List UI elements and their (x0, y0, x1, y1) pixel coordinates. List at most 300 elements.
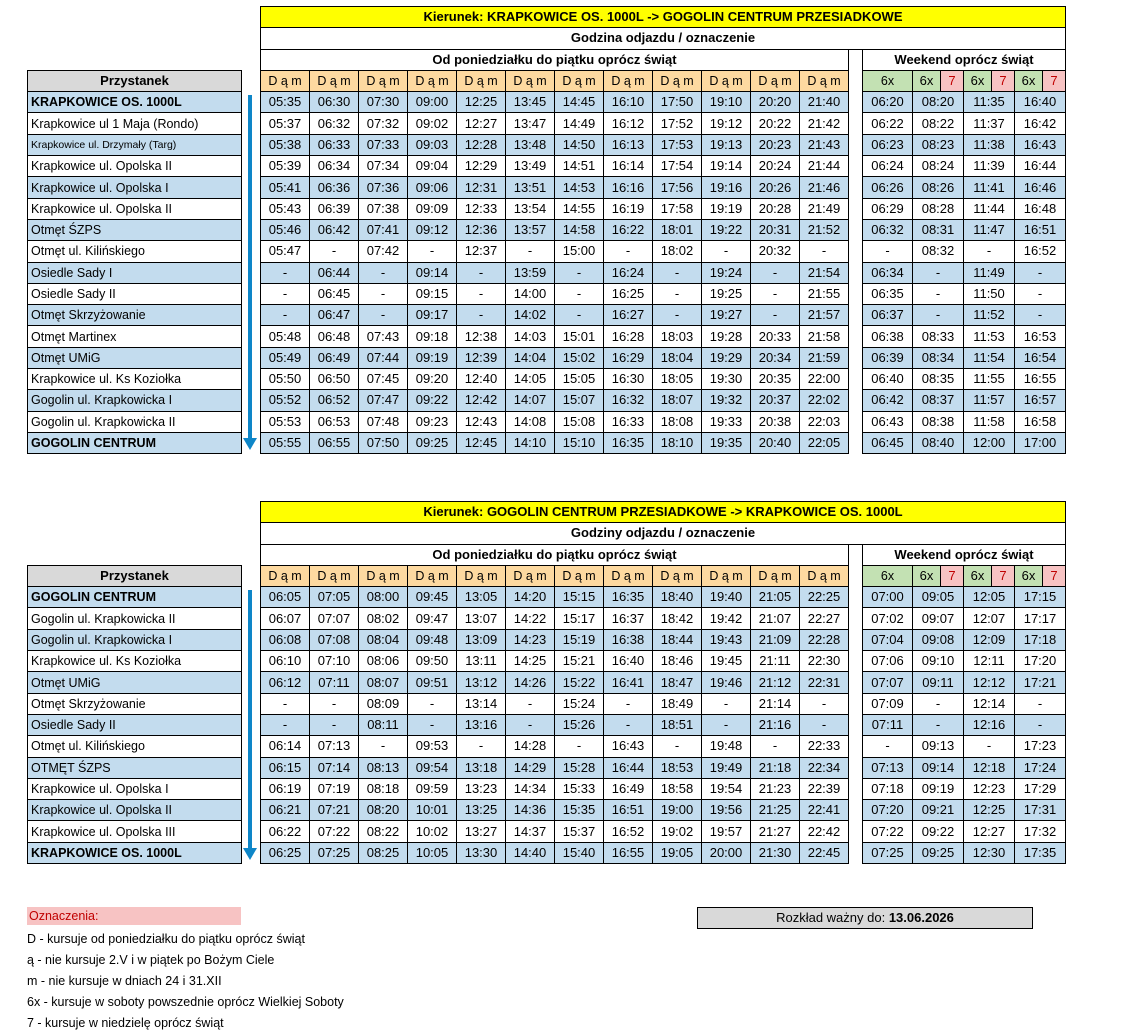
weekday-departure-time: 05:48 (261, 326, 310, 347)
weekday-departure-time: 19:30 (702, 369, 751, 390)
weekday-departure-time: 13:07 (457, 608, 506, 629)
weekday-departure-time: 19:00 (653, 800, 702, 821)
weekend-departure-time: - (1015, 714, 1066, 735)
weekday-departure-time: 21:44 (800, 156, 849, 177)
weekday-departure-time: 14:10 (506, 432, 555, 453)
weekday-departure-time: - (359, 283, 408, 304)
weekend-departure-time: 06:26 (863, 177, 913, 198)
weekday-departure-time: - (653, 262, 702, 283)
sunday-mark: 7 (941, 566, 963, 586)
direction-title: Kierunek: KRAPKOWICE OS. 1000L -> GOGOLIN CENTRUM PRZESIADKOWE (261, 7, 1066, 28)
weekend-departure-time: 12:07 (964, 608, 1015, 629)
weekday-departure-time: - (261, 693, 310, 714)
weekday-departure-time: 14:49 (555, 113, 604, 134)
stop-name: GOGOLIN CENTRUM (28, 587, 242, 608)
weekday-departure-time: 14:26 (506, 672, 555, 693)
stop-name: Krapkowice ul. Opolska II (28, 198, 242, 219)
weekday-departure-time: 21:57 (800, 305, 849, 326)
weekday-departure-time: 05:49 (261, 347, 310, 368)
table-row (28, 177, 1066, 198)
weekend-departure-time: 11:39 (964, 156, 1015, 177)
weekday-departure-time: 15:15 (555, 587, 604, 608)
weekday-departure-time: 21:42 (800, 113, 849, 134)
weekday-departure-time: 13:18 (457, 757, 506, 778)
weekend-departure-time: 11:49 (964, 262, 1015, 283)
weekday-departure-time: - (702, 693, 751, 714)
weekday-mark: D ą m (310, 565, 359, 586)
weekday-departure-time: - (457, 736, 506, 757)
weekday-departure-time: 12:42 (457, 390, 506, 411)
weekday-departure-time: 13:09 (457, 629, 506, 650)
weekend-departure-time: 17:17 (1015, 608, 1066, 629)
weekday-departure-time: 16:12 (604, 113, 653, 134)
weekday-departure-time: 13:51 (506, 177, 555, 198)
weekday-departure-time: 13:14 (457, 693, 506, 714)
weekend-departure-time: 08:24 (913, 156, 964, 177)
weekend-departure-time: 09:21 (913, 800, 964, 821)
weekend-departure-time: 16:51 (1015, 219, 1066, 240)
column-gap (849, 693, 863, 714)
weekday-departure-time: 21:49 (800, 198, 849, 219)
weekday-departure-time: 21:23 (751, 778, 800, 799)
weekday-departure-time: 14:53 (555, 177, 604, 198)
weekend-departure-time: 06:34 (863, 262, 913, 283)
weekday-departure-time: 06:07 (261, 608, 310, 629)
column-gap (849, 177, 863, 198)
weekend-mark: 6x (863, 565, 913, 586)
column-gap (849, 262, 863, 283)
weekday-departure-time: 07:32 (359, 113, 408, 134)
weekday-departure-time: - (653, 305, 702, 326)
weekday-departure-time: 06:25 (261, 842, 310, 863)
weekend-mark (1015, 565, 1066, 586)
weekday-departure-time: 12:38 (457, 326, 506, 347)
weekday-departure-time: 18:40 (653, 587, 702, 608)
weekday-departure-time: 06:30 (310, 92, 359, 113)
weekday-departure-time: 07:36 (359, 177, 408, 198)
timetable-direction-krapkowice (27, 501, 1066, 864)
weekend-group-label: Weekend oprócz świąt (863, 49, 1066, 70)
weekend-departure-time: 11:38 (964, 134, 1015, 155)
weekday-departure-time: 07:41 (359, 219, 408, 240)
weekday-departure-time: 16:49 (604, 778, 653, 799)
table-row (28, 305, 1066, 326)
weekday-departure-time: 21:18 (751, 757, 800, 778)
weekend-departure-time: 12:11 (964, 651, 1015, 672)
weekday-departure-time: 13:49 (506, 156, 555, 177)
sunday-mark: 7 (1043, 71, 1065, 91)
column-gap (849, 842, 863, 863)
weekday-departure-time: - (506, 241, 555, 262)
table-row (28, 693, 1066, 714)
weekend-departure-time: 08:35 (913, 369, 964, 390)
table-row (28, 262, 1066, 283)
weekend-departure-time: 11:58 (964, 411, 1015, 432)
weekday-departure-time: 12:39 (457, 347, 506, 368)
weekday-departure-time: 22:27 (800, 608, 849, 629)
weekday-departure-time: 08:22 (359, 821, 408, 842)
table-row (28, 821, 1066, 842)
table-row (28, 326, 1066, 347)
weekend-departure-time: 07:22 (863, 821, 913, 842)
weekend-departure-time: 11:52 (964, 305, 1015, 326)
weekend-departure-time: 06:32 (863, 219, 913, 240)
weekday-departure-time: 16:19 (604, 198, 653, 219)
weekday-departure-time: 16:41 (604, 672, 653, 693)
validity-date: 13.06.2026 (888, 910, 954, 925)
column-gap (849, 326, 863, 347)
weekday-departure-time: 14:50 (555, 134, 604, 155)
column-gap (849, 92, 863, 113)
weekday-departure-time: 21:59 (800, 347, 849, 368)
weekday-departure-time: 13:45 (506, 92, 555, 113)
weekday-departure-time: 18:10 (653, 432, 702, 453)
weekday-departure-time: 19:29 (702, 347, 751, 368)
weekday-departure-time: 06:39 (310, 198, 359, 219)
weekend-departure-time: 09:11 (913, 672, 964, 693)
column-gap (849, 821, 863, 842)
weekday-departure-time: 20:33 (751, 326, 800, 347)
weekend-departure-time: 11:37 (964, 113, 1015, 134)
weekend-departure-time: 12:27 (964, 821, 1015, 842)
weekday-group-label: Od poniedziałku do piątku oprócz świąt (261, 544, 849, 565)
weekend-departure-time: 07:06 (863, 651, 913, 672)
timetable-direction-gogolin (27, 6, 1066, 454)
weekday-departure-time: 12:43 (457, 411, 506, 432)
weekend-departure-time: 09:19 (913, 778, 964, 799)
weekday-departure-time: 17:54 (653, 156, 702, 177)
weekday-departure-time: 14:04 (506, 347, 555, 368)
weekday-departure-time: 09:00 (408, 92, 457, 113)
weekday-departure-time: 21:16 (751, 714, 800, 735)
weekend-mark (1015, 70, 1066, 91)
weekday-departure-time: 08:07 (359, 672, 408, 693)
weekday-departure-time: - (310, 714, 359, 735)
weekday-departure-time: 08:00 (359, 587, 408, 608)
weekday-departure-time: 09:20 (408, 369, 457, 390)
column-gap (849, 757, 863, 778)
weekend-departure-time: 17:29 (1015, 778, 1066, 799)
weekday-departure-time: 21:55 (800, 283, 849, 304)
weekday-departure-time: 07:48 (359, 411, 408, 432)
weekday-mark: D ą m (555, 565, 604, 586)
weekday-departure-time: 21:05 (751, 587, 800, 608)
weekday-departure-time: 19:12 (702, 113, 751, 134)
column-gap (849, 432, 863, 453)
weekday-departure-time: 15:19 (555, 629, 604, 650)
weekday-departure-time: 22:31 (800, 672, 849, 693)
weekday-departure-time: 14:03 (506, 326, 555, 347)
weekday-departure-time: - (261, 305, 310, 326)
weekend-departure-time: - (1015, 262, 1066, 283)
stop-name: OTMĘT ŚZPS (28, 757, 242, 778)
spacer (28, 502, 261, 523)
weekday-departure-time: 16:52 (604, 821, 653, 842)
weekday-departure-time: 14:28 (506, 736, 555, 757)
weekend-departure-time: 17:24 (1015, 757, 1066, 778)
weekend-departure-time: 16:46 (1015, 177, 1066, 198)
weekend-departure-time: 08:32 (913, 241, 964, 262)
weekend-departure-time: 12:09 (964, 629, 1015, 650)
weekday-departure-time: 06:22 (261, 821, 310, 842)
weekend-departure-time: 12:14 (964, 693, 1015, 714)
weekday-departure-time: - (555, 305, 604, 326)
weekday-mark: D ą m (261, 70, 310, 91)
weekday-departure-time: - (506, 693, 555, 714)
sunday-mark: 7 (941, 71, 963, 91)
weekday-departure-time: 14:51 (555, 156, 604, 177)
weekday-departure-time: 09:23 (408, 411, 457, 432)
weekend-departure-time: 16:57 (1015, 390, 1066, 411)
weekday-departure-time: - (310, 693, 359, 714)
weekday-departure-time: 17:58 (653, 198, 702, 219)
weekday-departure-time: 18:04 (653, 347, 702, 368)
weekday-departure-time: 14:37 (506, 821, 555, 842)
weekday-departure-time: 21:07 (751, 608, 800, 629)
weekend-departure-time: 08:37 (913, 390, 964, 411)
weekday-departure-time: - (604, 241, 653, 262)
stop-name: Gogolin ul. Krapkowicka I (28, 390, 242, 411)
weekday-departure-time: - (751, 736, 800, 757)
weekend-departure-time: 06:35 (863, 283, 913, 304)
weekend-departure-time: 06:22 (863, 113, 913, 134)
weekday-departure-time: 12:27 (457, 113, 506, 134)
weekday-departure-time: 18:05 (653, 369, 702, 390)
stop-name: Osiedle Sady II (28, 283, 242, 304)
weekend-departure-time: 16:42 (1015, 113, 1066, 134)
saturday-mark: 6x (913, 71, 941, 91)
weekday-departure-time: 07:33 (359, 134, 408, 155)
weekday-departure-time: 06:15 (261, 757, 310, 778)
weekday-departure-time: 16:33 (604, 411, 653, 432)
column-gap (849, 219, 863, 240)
weekend-departure-time: 08:38 (913, 411, 964, 432)
direction-arrowhead-icon (243, 438, 257, 450)
saturday-mark: 6x (964, 566, 992, 586)
weekday-departure-time: 06:53 (310, 411, 359, 432)
saturday-mark: 6x (964, 71, 992, 91)
weekday-group-label: Od poniedziałku do piątku oprócz świąt (261, 49, 849, 70)
weekday-departure-time: 16:24 (604, 262, 653, 283)
weekend-departure-time: 16:43 (1015, 134, 1066, 155)
saturday-mark: 6x (1015, 71, 1043, 91)
weekday-departure-time: 07:08 (310, 629, 359, 650)
weekday-departure-time: 09:48 (408, 629, 457, 650)
weekday-departure-time: 21:43 (800, 134, 849, 155)
weekday-departure-time: 06:34 (310, 156, 359, 177)
stop-name: KRAPKOWICE OS. 1000L (28, 842, 242, 863)
weekday-departure-time: 06:08 (261, 629, 310, 650)
weekday-departure-time: 09:53 (408, 736, 457, 757)
weekend-departure-time: 11:55 (964, 369, 1015, 390)
weekend-departure-time: - (863, 241, 913, 262)
stop-name: Gogolin ul. Krapkowicka II (28, 411, 242, 432)
departure-subtitle: Godzina odjazdu / oznaczenie (261, 28, 1066, 49)
weekend-departure-time: 09:13 (913, 736, 964, 757)
weekday-departure-time: 06:36 (310, 177, 359, 198)
weekday-departure-time: 20:23 (751, 134, 800, 155)
weekday-departure-time: 13:11 (457, 651, 506, 672)
weekday-departure-time: 16:29 (604, 347, 653, 368)
stop-name: Otmęt UMiG (28, 672, 242, 693)
weekday-departure-time: 19:02 (653, 821, 702, 842)
stop-name: Otmęt Skrzyżowanie (28, 693, 242, 714)
weekday-departure-time: 20:20 (751, 92, 800, 113)
weekday-departure-time: 13:57 (506, 219, 555, 240)
weekday-mark: D ą m (310, 70, 359, 91)
weekday-departure-time: 12:36 (457, 219, 506, 240)
weekday-departure-time: 05:53 (261, 411, 310, 432)
table-row (28, 134, 1066, 155)
weekend-departure-time: 17:21 (1015, 672, 1066, 693)
weekend-departure-time: 11:44 (964, 198, 1015, 219)
weekend-departure-time: 16:52 (1015, 241, 1066, 262)
weekday-departure-time: 15:10 (555, 432, 604, 453)
column-gap (849, 411, 863, 432)
weekend-departure-time: 06:45 (863, 432, 913, 453)
weekend-departure-time: 16:54 (1015, 347, 1066, 368)
weekday-departure-time: - (457, 283, 506, 304)
weekday-departure-time: 08:04 (359, 629, 408, 650)
weekday-departure-time: 15:28 (555, 757, 604, 778)
weekday-departure-time: 09:47 (408, 608, 457, 629)
weekday-departure-time: 15:22 (555, 672, 604, 693)
weekday-departure-time: 14:20 (506, 587, 555, 608)
weekday-departure-time: 14:40 (506, 842, 555, 863)
weekday-mark: D ą m (604, 70, 653, 91)
stop-name: Krapkowice ul. Opolska II (28, 156, 242, 177)
weekend-departure-time: 12:18 (964, 757, 1015, 778)
weekday-departure-time: - (800, 241, 849, 262)
weekday-departure-time: 22:00 (800, 369, 849, 390)
weekday-departure-time: 13:48 (506, 134, 555, 155)
weekday-departure-time: 18:42 (653, 608, 702, 629)
weekday-departure-time: 21:14 (751, 693, 800, 714)
table-row (28, 369, 1066, 390)
weekday-departure-time: 09:06 (408, 177, 457, 198)
weekday-departure-time: 20:24 (751, 156, 800, 177)
weekend-departure-time: - (913, 714, 964, 735)
stop-name: Osiedle Sady II (28, 714, 242, 735)
weekday-departure-time: 08:18 (359, 778, 408, 799)
column-gap (849, 70, 863, 91)
weekday-mark: D ą m (653, 565, 702, 586)
weekday-departure-time: 08:13 (359, 757, 408, 778)
weekday-departure-time: 16:35 (604, 587, 653, 608)
weekday-departure-time: 07:25 (310, 842, 359, 863)
weekday-departure-time: 06:52 (310, 390, 359, 411)
weekday-departure-time: 05:38 (261, 134, 310, 155)
weekend-departure-time: 16:48 (1015, 198, 1066, 219)
weekend-departure-time: 06:20 (863, 92, 913, 113)
weekday-departure-time: 12:40 (457, 369, 506, 390)
weekday-departure-time: 07:38 (359, 198, 408, 219)
stop-name: KRAPKOWICE OS. 1000L (28, 92, 242, 113)
weekday-departure-time: 15:08 (555, 411, 604, 432)
weekday-departure-time: 12:28 (457, 134, 506, 155)
weekday-departure-time: 20:37 (751, 390, 800, 411)
weekday-departure-time: - (604, 693, 653, 714)
weekday-departure-time: 07:42 (359, 241, 408, 262)
weekday-departure-time: 19:14 (702, 156, 751, 177)
weekend-departure-time: 06:40 (863, 369, 913, 390)
table-row (28, 283, 1066, 304)
weekday-departure-time: 22:45 (800, 842, 849, 863)
stop-name: Krapkowice ul. Opolska I (28, 177, 242, 198)
column-gap (849, 113, 863, 134)
weekday-departure-time: 05:52 (261, 390, 310, 411)
legend-title: Oznaczenia: (27, 907, 241, 925)
stop-column-header: Przystanek (28, 565, 242, 586)
weekend-departure-time: 11:35 (964, 92, 1015, 113)
weekday-departure-time: 05:39 (261, 156, 310, 177)
weekday-departure-time: 18:53 (653, 757, 702, 778)
weekday-departure-time: 20:40 (751, 432, 800, 453)
weekend-departure-time: 07:11 (863, 714, 913, 735)
weekday-departure-time: 06:47 (310, 305, 359, 326)
weekday-departure-time: 09:12 (408, 219, 457, 240)
column-gap (849, 156, 863, 177)
weekday-departure-time: 06:45 (310, 283, 359, 304)
weekday-mark: D ą m (359, 70, 408, 91)
weekday-departure-time: 14:36 (506, 800, 555, 821)
table-row (28, 672, 1066, 693)
weekend-departure-time: 16:44 (1015, 156, 1066, 177)
weekday-departure-time: - (408, 693, 457, 714)
sunday-mark: 7 (992, 71, 1014, 91)
sunday-mark: 7 (992, 566, 1014, 586)
weekday-departure-time: 15:07 (555, 390, 604, 411)
weekday-mark: D ą m (457, 565, 506, 586)
weekday-departure-time: 21:58 (800, 326, 849, 347)
weekday-departure-time: 16:13 (604, 134, 653, 155)
weekday-departure-time: 09:51 (408, 672, 457, 693)
column-gap (849, 565, 863, 586)
weekday-departure-time: 19:54 (702, 778, 751, 799)
weekend-departure-time: 09:25 (913, 842, 964, 863)
stop-name: GOGOLIN CENTRUM (28, 432, 242, 453)
weekday-departure-time: 19:35 (702, 432, 751, 453)
weekday-departure-time: 18:01 (653, 219, 702, 240)
weekday-departure-time: 16:37 (604, 608, 653, 629)
weekend-mark (913, 70, 964, 91)
stop-name: Otmęt Skrzyżowanie (28, 305, 242, 326)
weekday-mark: D ą m (408, 565, 457, 586)
weekday-departure-time: 16:14 (604, 156, 653, 177)
stop-name: Krapkowice ul. Opolska I (28, 778, 242, 799)
column-gap (849, 369, 863, 390)
weekday-departure-time: 14:45 (555, 92, 604, 113)
weekend-departure-time: 12:16 (964, 714, 1015, 735)
weekday-departure-time: 19:46 (702, 672, 751, 693)
weekday-departure-time: 07:19 (310, 778, 359, 799)
weekend-departure-time: 12:12 (964, 672, 1015, 693)
weekend-departure-time: 07:18 (863, 778, 913, 799)
weekend-departure-time: - (1015, 305, 1066, 326)
weekday-departure-time: 15:21 (555, 651, 604, 672)
stop-name: Osiedle Sady I (28, 262, 242, 283)
column-gap (849, 49, 863, 70)
weekday-departure-time: 06:14 (261, 736, 310, 757)
weekday-departure-time: 13:30 (457, 842, 506, 863)
weekday-departure-time: 18:07 (653, 390, 702, 411)
weekend-departure-time: 08:40 (913, 432, 964, 453)
weekday-departure-time: 08:25 (359, 842, 408, 863)
stop-name: Otmęt ul. Kilińskiego (28, 241, 242, 262)
weekday-departure-time: 14:02 (506, 305, 555, 326)
weekday-departure-time: 09:04 (408, 156, 457, 177)
weekday-departure-time: 13:47 (506, 113, 555, 134)
